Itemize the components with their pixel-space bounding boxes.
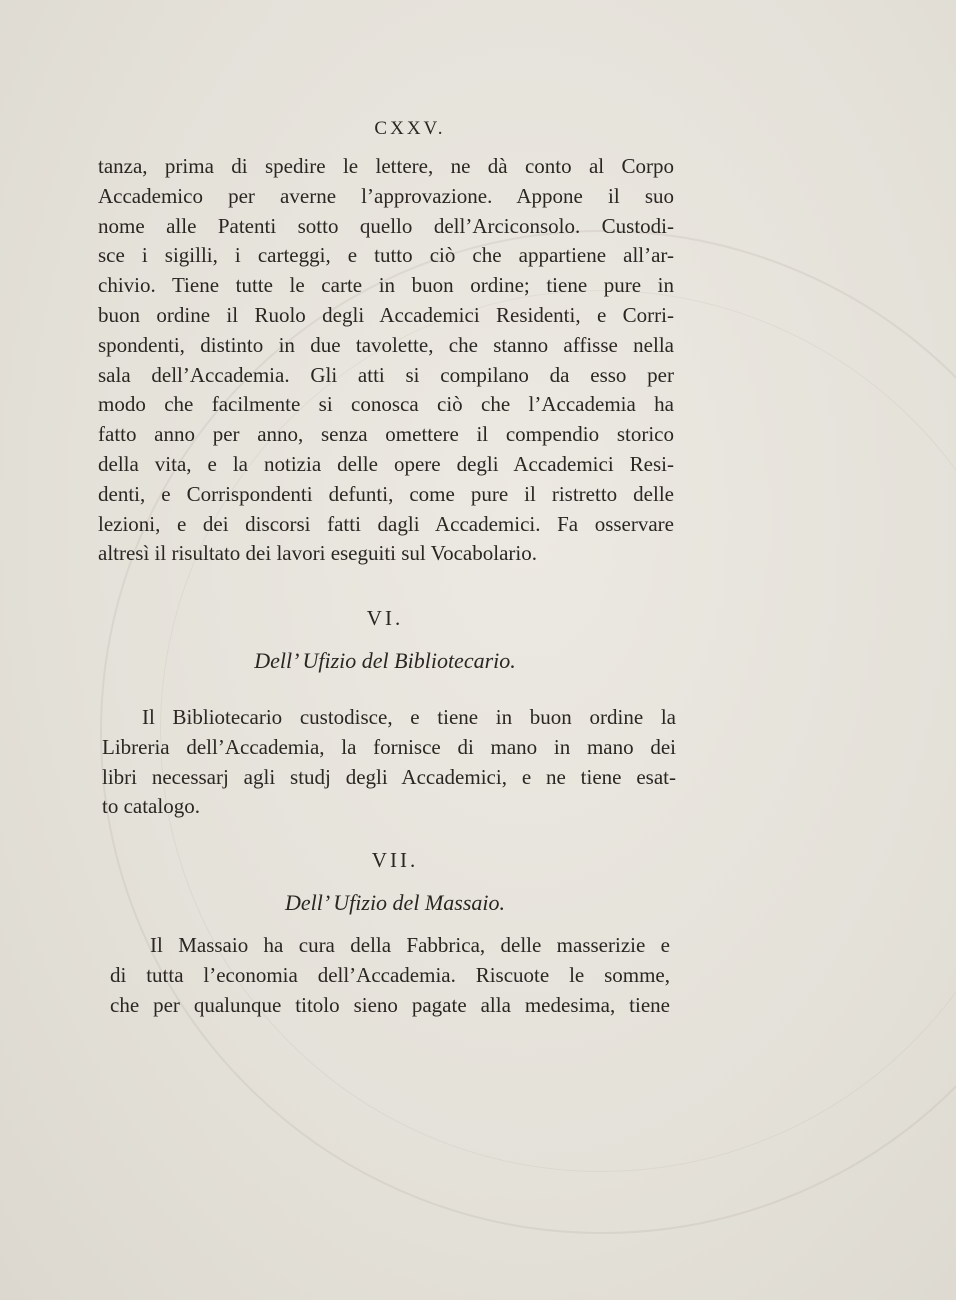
text-line: tanza, prima di spedire le lettere, ne dà conto al Corpo xyxy=(98,154,674,178)
text-line: lezioni, e dei discorsi fatti dagli Accademici. Fa osservare xyxy=(98,511,674,536)
text-line: Il Bibliotecario custodisce, e tiene in buon ordine la xyxy=(142,705,676,729)
paragraph-librarian xyxy=(102,703,676,822)
text-line: spondenti, distinto in due tavolette, che stanno affisse nella xyxy=(98,332,674,357)
text-line: che per qualunque titolo sieno pagate alla medesima, tiene xyxy=(110,992,670,1017)
text-line: denti, e Corrispondenti defunti, come pure il ristretto delle xyxy=(98,481,674,506)
text-line: libri necessarj agli studj degli Accademici, e ne tiene esat- xyxy=(102,764,676,789)
section-number-6: VI. xyxy=(366,606,404,630)
paragraph-secretary xyxy=(98,152,674,569)
text-line: della vita, e la notizia delle opere degli Accademici Resi- xyxy=(98,451,674,476)
text-line: sala dell’Accademia. Gli atti si compilano da esso per xyxy=(98,362,674,387)
text-line: di tutta l’economia dell’Accademia. Riscuote le somme, xyxy=(110,962,670,987)
text-line: buon ordine il Ruolo degli Accademici Residenti, e Corri- xyxy=(98,302,674,327)
paragraph-steward xyxy=(110,931,670,1020)
text-line: fatto anno per anno, senza omettere il compendio storico xyxy=(98,422,674,447)
text-line: chivio. Tiene tutte le carte in buon ordine; tiene pure in xyxy=(98,273,674,298)
text-line: Accademico per averne l’approvazione. Appone il suo xyxy=(98,183,674,208)
text-line: modo che facilmente si conosca ciò che l’Accademia ha xyxy=(98,392,674,417)
section-title-steward: Dell’ Ufizio del Massaio. xyxy=(285,890,505,915)
text-line: nome alle Patenti sotto quello dell’Arciconsolo. Custodi- xyxy=(98,213,674,238)
text-line: Libreria dell’Accademia, la fornisce di mano in mano dei xyxy=(102,734,676,759)
section-number-7: VII. xyxy=(371,848,419,872)
text-line: Il Massaio ha cura della Fabbrica, delle masserizie e xyxy=(150,933,670,957)
section-title-librarian: Dell’ Ufizio del Bibliotecario. xyxy=(254,648,516,673)
text-line: altresì il risultato dei lavori eseguiti sul Vocabolario. xyxy=(98,541,537,566)
text-line: sce i sigilli, i carteggi, e tutto ciò che appartiene all’ar- xyxy=(98,243,674,268)
page-number: CXXV. xyxy=(374,118,446,139)
text-line: to catalogo. xyxy=(102,794,200,819)
